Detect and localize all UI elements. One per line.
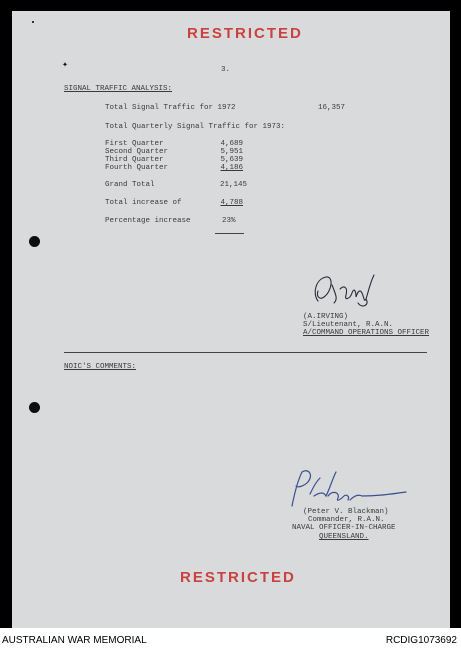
archive-footer <box>0 628 461 653</box>
quarter-label: Second Quarter <box>105 148 169 156</box>
binder-hole <box>29 402 40 413</box>
handwritten-signature <box>288 466 408 510</box>
speck-mark <box>32 21 34 23</box>
signatory-name: (Peter V. Blackman) <box>303 508 389 516</box>
signatory-name: (A.IRVING) <box>303 313 349 321</box>
total-underline <box>215 233 244 234</box>
increase-label: Total increase of <box>105 199 182 207</box>
page-number: 3. <box>221 66 231 74</box>
quarter-value: 4,689 <box>220 140 243 148</box>
restricted-stamp-top: RESTRICTED <box>187 25 303 42</box>
signatory-title: A/COMMAND OPERATIONS OFFICER <box>303 329 430 337</box>
restricted-stamp-bottom: RESTRICTED <box>180 569 296 586</box>
total-1972-value: 16,357 <box>318 104 346 112</box>
signatory-rank: Commander, R.A.N. <box>308 516 385 524</box>
total-1972-label: Total Signal Traffic for 1972 <box>105 104 236 112</box>
punch-mark: ✦ <box>62 60 69 71</box>
quarter-value: 4,186 <box>220 164 243 172</box>
section-divider <box>64 352 427 353</box>
handwritten-signature <box>304 263 384 311</box>
archive-id: RCDIG1073692 <box>385 635 457 646</box>
section-heading: SIGNAL TRAFFIC ANALYSIS: <box>64 85 173 93</box>
quarter-value: 5,951 <box>220 148 243 156</box>
quarter-value: 5,639 <box>220 156 243 164</box>
grand-total-label: Grand Total <box>105 181 155 189</box>
binder-hole <box>29 236 40 247</box>
signatory-rank: S/Lieutenant, R.A.N. <box>303 321 394 329</box>
increase-value: 4,788 <box>220 199 243 207</box>
comments-heading: NOIC'S COMMENTS: <box>64 363 137 371</box>
signatory-title: NAVAL OFFICER-IN-CHARGE <box>292 524 396 532</box>
percent-label: Percentage increase <box>105 217 191 225</box>
quarterly-label: Total Quarterly Signal Traffic for 1973: <box>105 123 286 131</box>
quarter-label: Fourth Quarter <box>105 164 169 172</box>
percent-value: 23% <box>222 217 236 225</box>
archive-name: AUSTRALIAN WAR MEMORIAL <box>2 635 147 646</box>
document-page <box>12 11 450 628</box>
quarter-label: Third Quarter <box>105 156 164 164</box>
grand-total-value: 21,145 <box>219 181 247 189</box>
quarter-label: First Quarter <box>105 140 164 148</box>
signatory-location: QUEENSLAND. <box>319 533 369 541</box>
